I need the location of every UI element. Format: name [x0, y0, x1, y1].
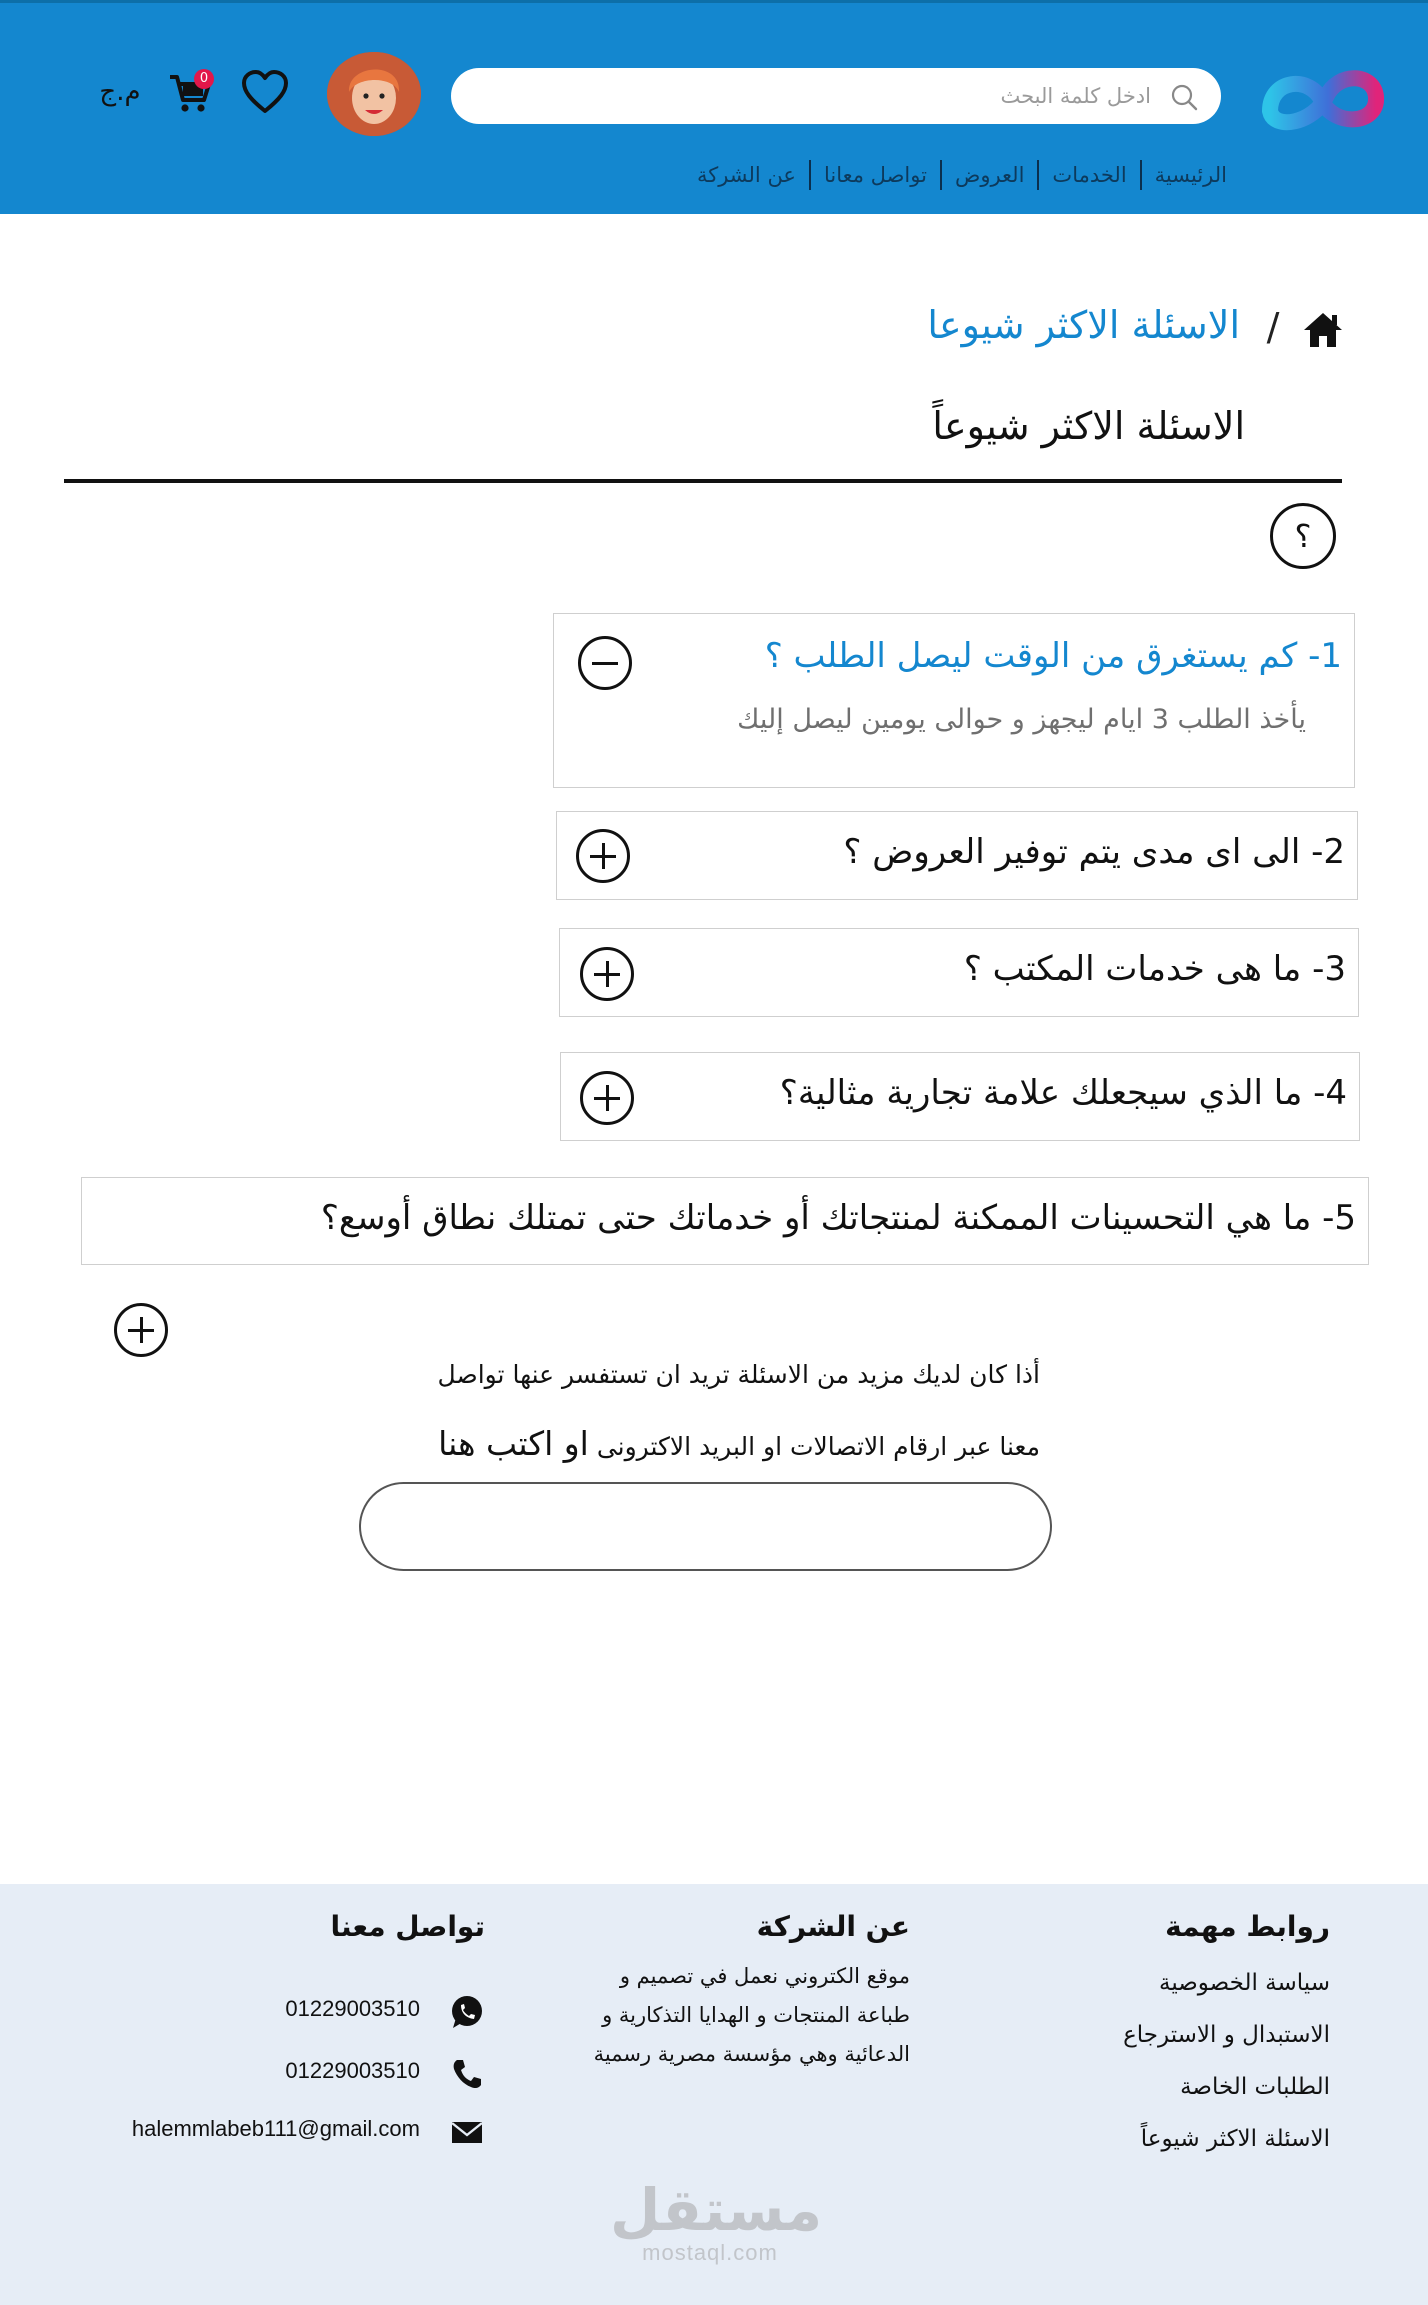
search-input[interactable] [481, 68, 1151, 124]
user-avatar[interactable] [327, 52, 421, 136]
minus-circle-icon[interactable] [578, 636, 632, 690]
footer-link-returns[interactable]: الاستبدال و الاسترجاع [1123, 2022, 1330, 2048]
footer-contact [80, 1910, 485, 1943]
mostaql-watermark [610, 2176, 823, 2266]
faq-question[interactable]: 5- ما هي التحسينات الممكنة لمنتجاتك أو خدماتك حتى تمتلك نطاق أوسع؟ [320, 1198, 1356, 1238]
footer-link-faq[interactable]: الاسئلة الاكثر شيوعاً [1140, 2126, 1330, 2152]
footer-about [560, 1910, 910, 2074]
faq-item-1[interactable] [553, 613, 1355, 788]
nav-services[interactable]: الخدمات [1037, 160, 1139, 190]
phone-number[interactable]: 01229003510 [285, 2058, 420, 2083]
nav-contact[interactable]: تواصل معانا [809, 160, 940, 190]
breadcrumb-separator: / [1266, 305, 1280, 349]
faq-item-3[interactable] [559, 928, 1359, 1017]
footer-link-special-orders[interactable]: الطلبات الخاصة [1180, 2074, 1330, 2100]
main-nav [650, 155, 1240, 195]
email-icon [449, 2114, 485, 2150]
more-questions-line-1: أذا كان لديك مزيد من الاسئلة تريد ان تستفسر عنها تواصل [437, 1360, 1040, 1389]
faq-item-2[interactable] [556, 811, 1358, 900]
watermark-english: mostaql.com [642, 2240, 778, 2265]
heart-icon[interactable] [240, 69, 290, 115]
search-icon[interactable] [1169, 82, 1199, 112]
cart-count-badge: 0 [194, 69, 214, 89]
footer-link-privacy[interactable]: سياسة الخصوصية [1158, 1970, 1330, 1996]
more-questions-line-2 [340, 1409, 1040, 1481]
nav-offers[interactable]: العروض [940, 160, 1037, 190]
contact-whatsapp[interactable] [80, 1992, 485, 2032]
more-questions-line-2-start: معنا عبر ارقام الاتصالات او البريد الاكترونى [596, 1432, 1040, 1461]
faq-question[interactable]: 3- ما هى خدمات المكتب ؟ [963, 949, 1346, 989]
plus-circle-icon[interactable] [114, 1303, 168, 1357]
nav-about[interactable]: عن الشركة [696, 163, 796, 187]
contact-phone[interactable] [80, 2054, 485, 2094]
phone-icon [449, 2056, 485, 2092]
faq-answer: يأخذ الطلب 3 ايام ليجهز و حوالى يومين ليصل إليك [737, 704, 1306, 735]
footer-links-title: روابط مهمة [1165, 1910, 1330, 1943]
faq-question[interactable]: 1- كم يستغرق من الوقت ليصل الطلب ؟ [764, 636, 1342, 676]
title-divider [64, 479, 1342, 483]
plus-circle-icon[interactable] [580, 947, 634, 1001]
home-icon[interactable] [1303, 310, 1343, 350]
whatsapp-number[interactable]: 01229003510 [285, 1996, 420, 2021]
search-bar[interactable] [451, 68, 1221, 124]
faq-item-4[interactable] [560, 1052, 1360, 1141]
footer-about-title: عن الشركة [756, 1910, 910, 1943]
faq-question[interactable]: 4- ما الذي سيجعلك علامة تجارية مثالية؟ [779, 1073, 1347, 1113]
write-here-label: او اكتب هنا [438, 1424, 589, 1463]
footer-links [1030, 1910, 1330, 2165]
footer-about-text: موقع الكتروني نعمل في تصميم و طباعة المنتجات و الهدايا التذكارية و الدعائية وهي مؤسسة مصرية رسمية [593, 1964, 910, 2066]
brand-logo[interactable] [1250, 61, 1390, 145]
contact-email[interactable] [80, 2112, 485, 2152]
plus-circle-icon[interactable] [576, 829, 630, 883]
footer-contact-title: تواصل معنا [330, 1910, 485, 1943]
faq-item-5[interactable] [81, 1177, 1369, 1265]
watermark-arabic: مستقل [610, 2176, 823, 2244]
email-address[interactable]: halemmlabeb111@gmail.com [131, 2116, 420, 2141]
plus-circle-icon[interactable] [580, 1071, 634, 1125]
nav-home[interactable]: الرئيسية [1140, 160, 1240, 190]
currency-selector[interactable]: م.ج [99, 77, 141, 107]
faq-question[interactable]: 2- الى اى مدى يتم توفير العروض ؟ [843, 832, 1345, 872]
question-icon: ؟ [1270, 503, 1336, 569]
whatsapp-icon [449, 1994, 485, 2030]
breadcrumb-current[interactable]: الاسئلة الاكثر شيوعا [927, 303, 1240, 347]
page-title: الاسئلة الاكثر شيوعاً [932, 404, 1245, 448]
question-input[interactable] [359, 1482, 1052, 1571]
avatar-image [327, 52, 421, 136]
site-header [0, 0, 1428, 214]
more-questions-text [340, 1340, 1040, 1481]
